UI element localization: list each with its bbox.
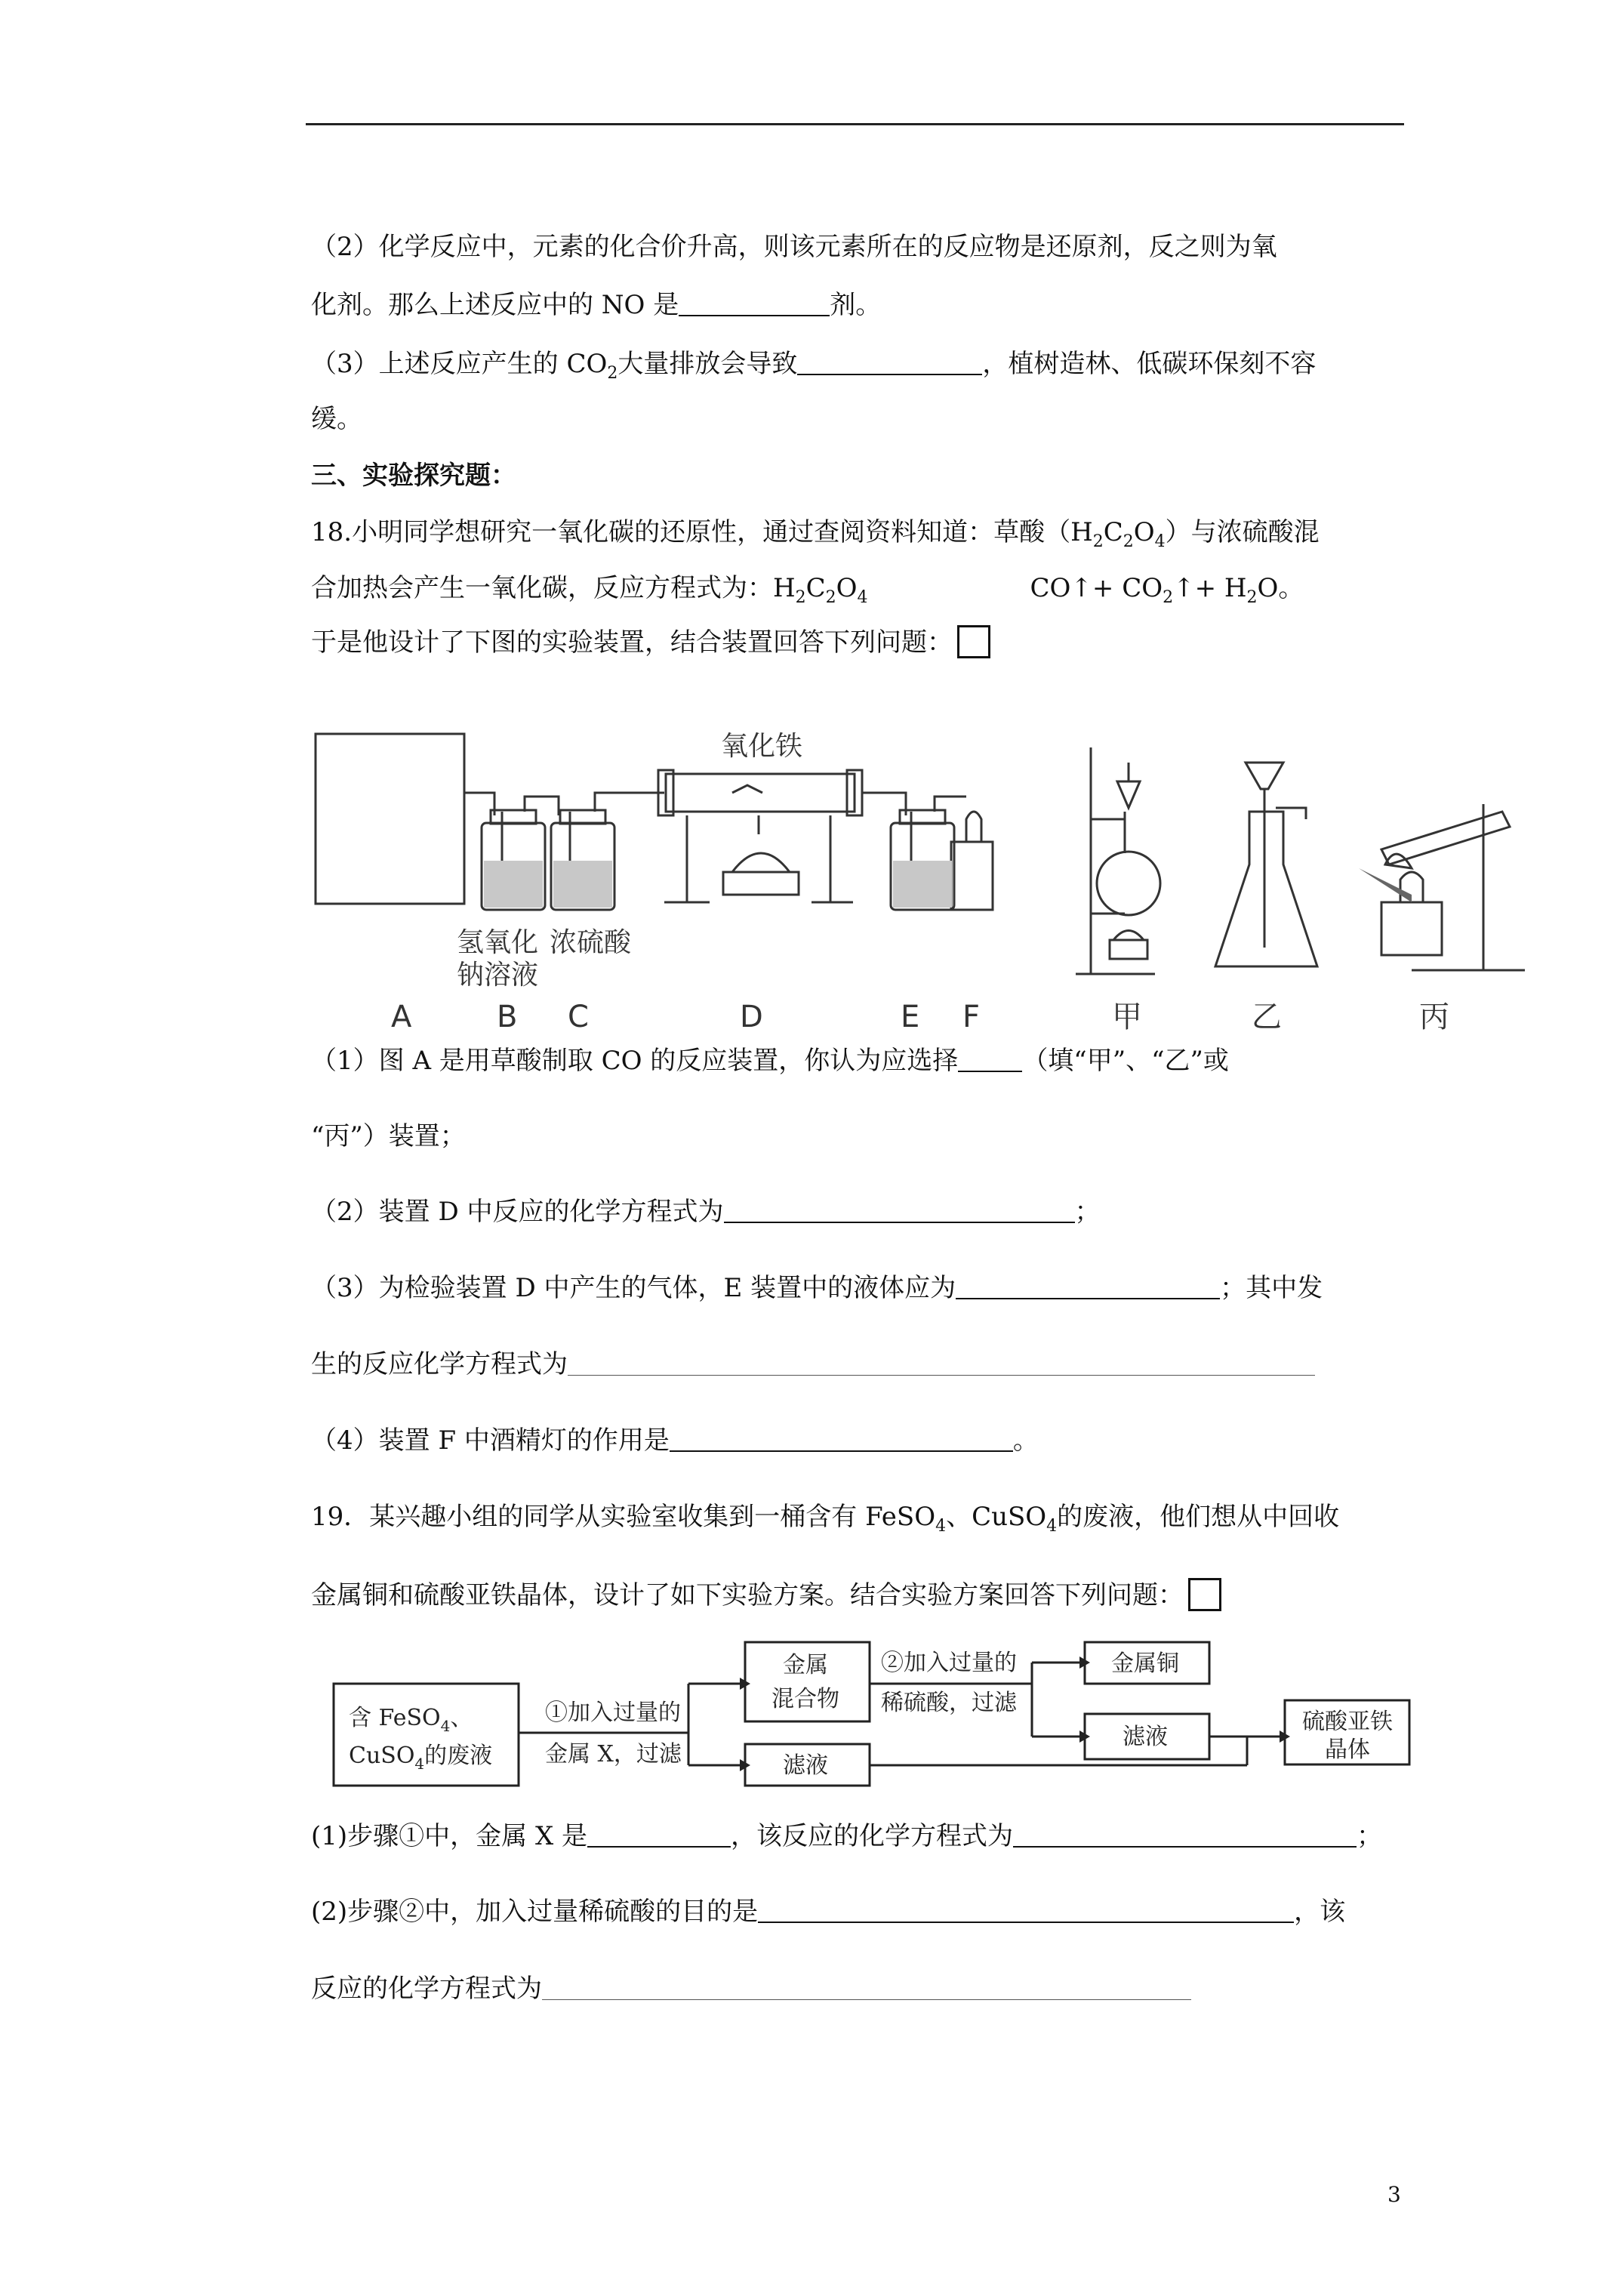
q17-part2-line1: （2）化学反应中，元素的化合价升高，则该元素所在的反应物是还原剂，反之则为氧 [311,232,1277,262]
q19-sub2-line2: 反应的化学方程式为 [311,1972,1191,2005]
answer-blank[interactable] [797,348,982,375]
option-yi: 乙 [1252,1000,1282,1034]
q18-sub2: （2）装置 D 中反应的化学方程式为 ； [311,1197,1101,1227]
q17-part3-line1: （3）上述反应产生的 $CO_2$大量排放会导致 ，植树造林、低碳环保刻不容 [311,349,1317,383]
q19-sub2-line1: (2)步骤②中，加入过量稀硫酸的目的是 ，该 [311,1897,1346,1927]
letter-c: C [568,1000,589,1034]
label-h2so4: 浓硫酸 [550,927,632,958]
step2-label-1: ②加入过量的 [881,1650,1017,1676]
answer-blank[interactable] [758,1896,1294,1923]
box-waste-liquid [334,1684,519,1786]
q18-sub1-line1: （1）图 A 是用草酸制取 CO 的反应装置，你认为应选择 （填“甲”、“乙”或 [311,1046,1229,1076]
q17-part2-line2: 化剂。那么上述反应中的 NO 是 剂。 [311,290,882,320]
step1-label-1: ①加入过量的 [545,1700,681,1726]
answer-blank[interactable] [587,1820,731,1848]
answer-blank[interactable] [724,1196,1075,1223]
svg-text:滤液: 滤液 [783,1752,828,1779]
svg-text:晶体: 晶体 [1325,1737,1370,1763]
svg-text:含 FeSO4、: 含 FeSO$_4$、 [349,1705,473,1735]
header-rule [306,123,1404,125]
answer-blank[interactable] [542,1974,1191,2000]
apparatus-a-box [316,734,464,904]
letter-d: D [740,1000,763,1034]
answer-blank[interactable] [568,1349,1315,1376]
svg-text:金属铜: 金属铜 [1111,1650,1179,1677]
q18-sub3-line2: 生的反应化学方程式为 [311,1348,1315,1381]
q18-sub3-line1: （3）为检验装置 D 中产生的气体，E 装置中的液体应为 ；其中发 [311,1273,1323,1303]
answer-blank[interactable] [958,1045,1022,1072]
answer-blank[interactable] [956,1272,1220,1299]
answer-blank[interactable] [670,1425,1013,1452]
letter-f: F [962,1000,981,1034]
svg-text:滤液: 滤液 [1123,1724,1168,1750]
q18-intro-line1: 18.小明同学想研究一氧化碳的还原性，通过查阅资料知道：草酸$(H_2C_2O_4)$与浓硫酸混 [311,517,1320,551]
answer-blank[interactable] [1013,1820,1357,1848]
q18-sub4: （4）装置 F 中酒精灯的作用是 。 [311,1425,1039,1456]
q19-intro-line1: 19．某兴趣小组的同学从实验室收集到一桶含有 FeSO$_4$、CuSO$_4$的废液，他们想从中回收 [311,1502,1340,1536]
option-bing: 丙 [1419,1000,1449,1034]
checkbox-icon[interactable] [957,625,990,658]
q18-intro-line3: 于是他设计了下图的实验装置，结合装置回答下列问题： [311,625,990,659]
svg-text:金属: 金属 [783,1652,828,1678]
svg-text:CuSO4的废液: CuSO$_4$的废液 [349,1743,493,1773]
label-naoh-1: 氢氧化 [457,927,539,958]
apparatus-figure [310,721,1540,1038]
q19-sub1: (1)步骤①中，金属 X 是 ，该反应的化学方程式为 ； [311,1821,1382,1851]
svg-text:硫酸亚铁: 硫酸亚铁 [1302,1709,1393,1735]
q17-part3-line2: 缓。 [311,404,362,434]
option-jia: 甲 [1112,1000,1142,1034]
letter-b: B [497,1000,518,1034]
burner-f [951,842,993,910]
step1-label-2: 金属 X，过滤 [545,1741,682,1767]
svg-text:混合物: 混合物 [771,1686,839,1712]
q18-sub1-line2: “丙”）装置； [311,1121,466,1151]
checkbox-icon[interactable] [1188,1578,1221,1611]
label-naoh-2: 钠溶液 [457,960,539,991]
letter-e: E [901,1000,920,1034]
letter-a: A [391,1000,412,1034]
section-title: 三、实验探究题： [311,461,516,491]
page-number: 3 [1387,2182,1401,2207]
q18-intro-line2: 合加热会产生一氧化碳，反应方程式为：$H_2C_2O_4$ CO↑+ $CO_2↑+ H_2O$。 [311,573,1304,607]
step2-label-2: 稀硫酸，过滤 [881,1690,1017,1716]
answer-blank[interactable] [679,289,830,316]
flow-chart [326,1623,1428,1797]
q19-intro-line2: 金属铜和硫酸亚铁晶体，设计了如下实验方案。结合实验方案回答下列问题： [311,1578,1221,1612]
label-iron-oxide: 氧化铁 [721,731,803,762]
